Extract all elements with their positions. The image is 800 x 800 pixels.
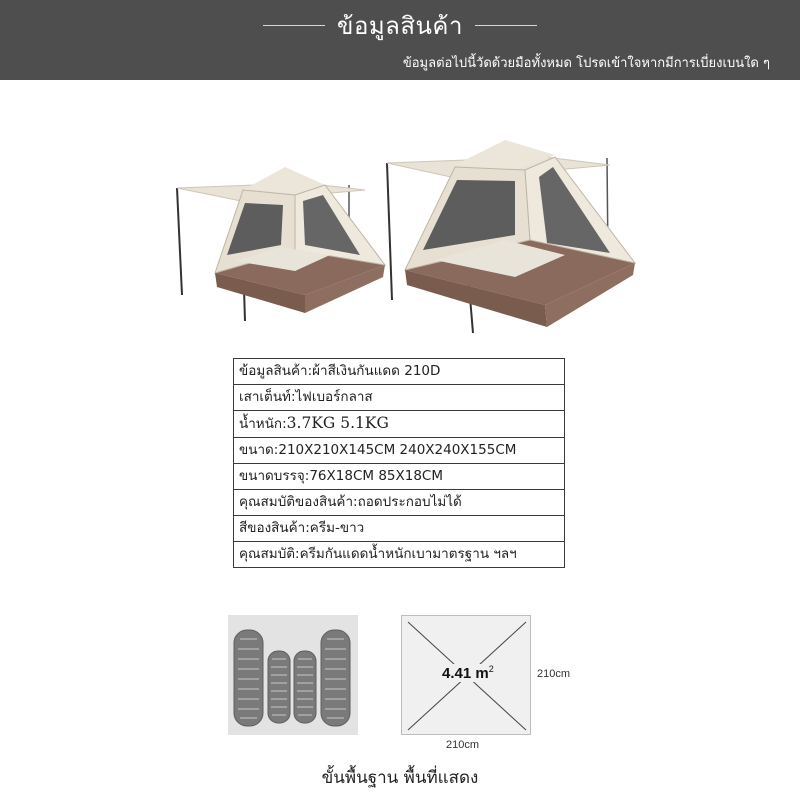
spec-label: คุณสมบัติของสินค้า: [239,494,358,510]
spec-row-weight [234,411,565,438]
spec-label: เสาเต็นท์: [239,389,296,405]
spec-value: 210X210X145CM 240X240X155CM [278,442,517,458]
spec-cell [234,542,565,568]
title-rule-left [263,25,325,26]
spec-value: 76X18CM 85X18CM [309,468,443,484]
spec-cell [234,464,565,490]
floor-caption: ขั้นพื้นฐาน พื้นที่แสดง [321,768,479,788]
spec-value: ครีม-ขาว [309,520,365,536]
tent-product-photo [155,95,645,345]
spec-cell [234,385,565,411]
title-rule-right [475,25,537,26]
spec-table [233,358,565,568]
floor-width-label: 210cm [537,668,571,680]
spec-label: สีของสินค้า: [239,520,310,536]
spec-row-package-size [234,464,565,490]
spec-cell [234,490,565,516]
spec-cell [234,516,565,542]
spec-row-product-property [234,490,565,516]
spec-row-size [234,438,565,464]
spec-label: ข้อมูลสินค้า: [239,363,313,379]
floor-area-value [440,664,496,682]
large-tent-image [387,140,635,333]
header-title-row [0,6,800,44]
header-subtitle: ข้อมูลต่อไปนี้วัดด้วยมือทั้งหมด โปรดเข้าใจหากมีการเบี่ยงเบนใด ๆ [402,56,770,71]
spec-row-features [234,542,565,568]
small-tent-image [177,167,385,321]
area-number: 4.41 [442,665,472,682]
floor-length-label: 210cm [446,739,480,751]
spec-cell [234,411,565,438]
spec-row-color [234,516,565,542]
spec-value: ไฟเบอร์กลาส [295,389,373,405]
header-banner [0,0,800,80]
area-unit: m [475,665,489,682]
header-title: ข้อมูลสินค้า [337,11,463,40]
sleeping-bag-layout [228,615,358,735]
spec-label: น้ำหนัก: [239,416,287,432]
spec-value: ครีมกันแดดน้ำหนักเบามาตรฐาน ฯลฯ [299,546,517,562]
spec-value: 3.7KG 5.1KG [286,414,389,432]
spec-cell [234,438,565,464]
spec-value: ผ้าสีเงินกันแดด 210D [312,363,441,379]
spec-label: ขนาด: [239,442,279,458]
spec-row-pole [234,385,565,411]
spec-row-material [234,359,565,385]
area-exponent: 2 [488,664,494,674]
spec-cell [234,359,565,385]
spec-label: ขนาดบรรจุ: [239,468,310,484]
spec-value: ถอดประกอบไม่ได้ [357,494,462,510]
spec-label: คุณสมบัติ: [239,546,300,562]
sleeping-bags-icon [228,615,358,735]
